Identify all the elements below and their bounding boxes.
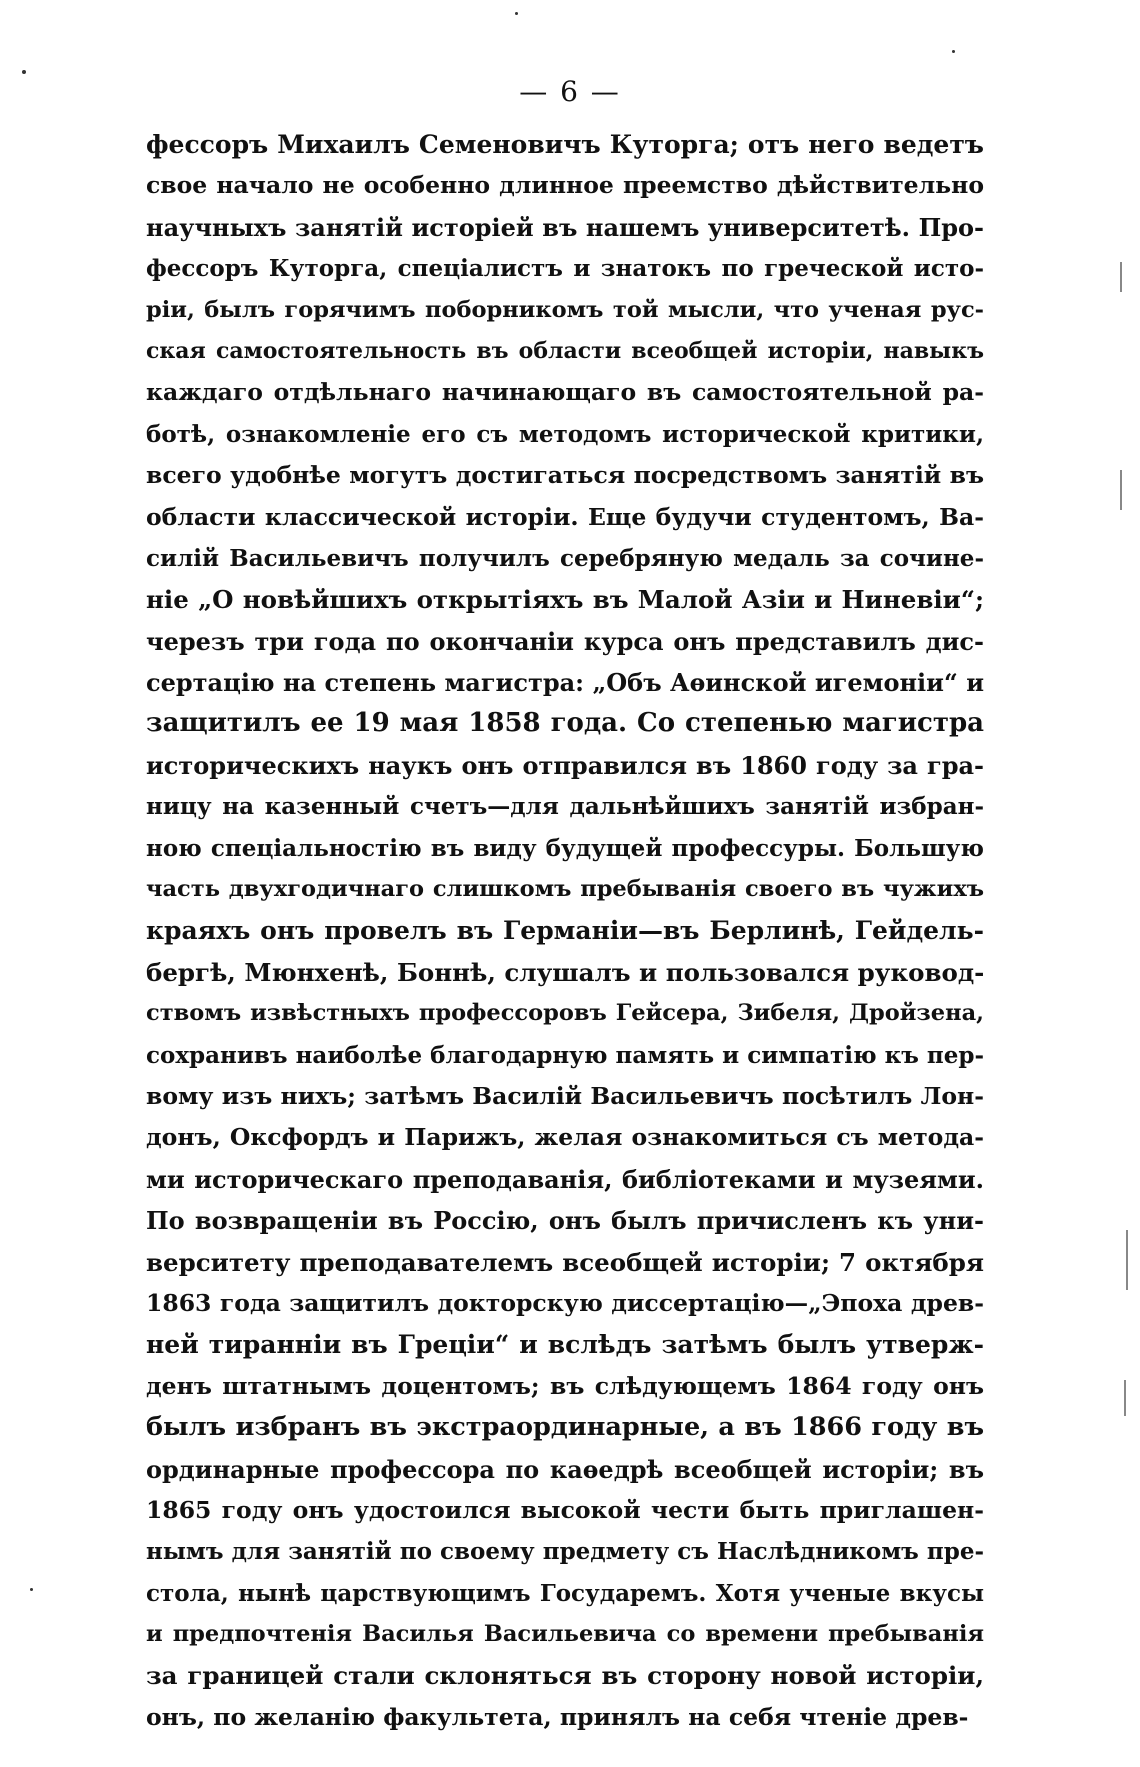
text-line: вому изъ нихъ; затѣмъ Василій Васильевичъ посѣтилъ Лон- [146,1081,984,1110]
scan-speck [30,1588,33,1591]
scan-edge-mark [1120,470,1122,510]
text-line: силій Васильевичъ получилъ серебряную медаль за сочине- [146,544,984,572]
scan-speck [515,12,518,15]
scan-edge-mark [1126,1230,1128,1290]
text-line: историческихъ наукъ онъ отправился въ 1860 году за гра- [146,750,984,780]
scan-speck [952,50,955,53]
text-line: нымъ для занятій по своему предмету съ Наслѣдникомъ пре- [146,1538,984,1566]
text-line: ней тиранніи въ Греціи“ и вслѣдъ затѣмъ былъ утверж- [146,1330,984,1360]
text-line: сохранивъ наиболѣе благодарную память и симпатію къ пер- [146,1041,984,1069]
scan-edge-mark [1124,1380,1126,1416]
text-line: былъ избранъ въ экстраординарные, а въ 1866 году въ [146,1412,984,1443]
text-line: ординарные профессора по каѳедрѣ всеобщей исторіи; въ [146,1454,984,1484]
text-line: ми историческаго преподаванія, библіотеками и музеями. [146,1164,984,1194]
text-line: черезъ три года по окончаніи курса онъ представилъ дис- [146,626,984,656]
text-line: По возвращеніи въ Россію, онъ былъ причисленъ къ уни- [146,1206,984,1236]
text-line: научныхъ занятій исторіей въ нашемъ университетѣ. Про- [146,212,984,242]
text-line: защитилъ ее 19 мая 1858 года. Со степенью магистра [146,708,984,739]
text-line: ріи, былъ горячимъ поборникомъ той мысли, что ученая рус- [146,296,984,323]
text-line: за границей стали склоняться въ сторону новой исторіи, [146,1661,984,1691]
text-line: фессоръ Михаилъ Семеновичъ Куторга; отъ него ведетъ [146,130,984,159]
text-line: и предпочтенія Василья Васильевича со времени пребыванія [146,1621,984,1648]
text-line: сертацію на степень магистра: „Объ Аѳинской игемоніи“ и [146,668,984,698]
text-line: верситету преподавателемъ всеобщей исторіи; 7 октября [146,1247,984,1277]
scan-speck [22,70,26,74]
text-line: ствомъ извѣстныхъ профессоровъ Гейсера, Зибеля, Дройзена, [146,1000,984,1027]
text-line: краяхъ онъ провелъ въ Германіи—въ Берлинѣ, Гейдель- [146,916,984,946]
text-line: свое начало не особенно длинное преемство дѣйствительно [146,171,984,200]
text-line: донъ, Оксфордъ и Парижъ, желая ознакомиться съ метода- [146,1123,984,1152]
text-line: 1865 году онъ удостоился высокой чести быть приглашен- [146,1495,984,1524]
text-line: 1863 года защитилъ докторскую диссертацію—„Эпоха древ- [146,1288,984,1317]
text-line: ною спеціальностію въ виду будущей профессуры. Большую [146,834,984,862]
page-number: — 6 — [519,75,621,108]
text-line: часть двухгодичнаго слишкомъ пребыванія своего въ чужихъ [146,876,984,903]
text-line: ницу на казенный счетъ—для дальнѣйшихъ занятій избран- [146,793,984,821]
scan-edge-mark [1120,262,1122,292]
text-line: всего удобнѣе могутъ достигаться посредствомъ занятій въ [146,461,984,490]
text-line: онъ, по желанію факультета, принялъ на себя чтеніе древ- [146,1702,969,1731]
text-line: каждаго отдѣльнаго начинающаго въ самостоятельной ра- [146,378,984,407]
body-text [146,124,984,1738]
text-line: ская самостоятельность въ области всеобщей исторіи, навыкъ [146,337,984,364]
text-line: бергѣ, Мюнхенѣ, Боннѣ, слушалъ и пользовался руковод- [146,957,984,987]
text-line: области классической исторіи. Еще будучи студентомъ, Ва- [146,502,984,531]
text-line: ніе „О новѣйшихъ открытіяхъ въ Малой Азіи и Ниневіи“; [146,585,984,615]
text-line: фессоръ Куторга, спеціалистъ и знатокъ по греческой исто- [146,255,984,283]
text-line: ботѣ, ознакомленіе его съ методомъ исторической критики, [146,420,984,448]
text-line: денъ штатнымъ доцентомъ; въ слѣдующемъ 1864 году онъ [146,1371,984,1400]
text-line: стола, нынѣ царствующимъ Государемъ. Хотя ученые вкусы [146,1579,984,1607]
